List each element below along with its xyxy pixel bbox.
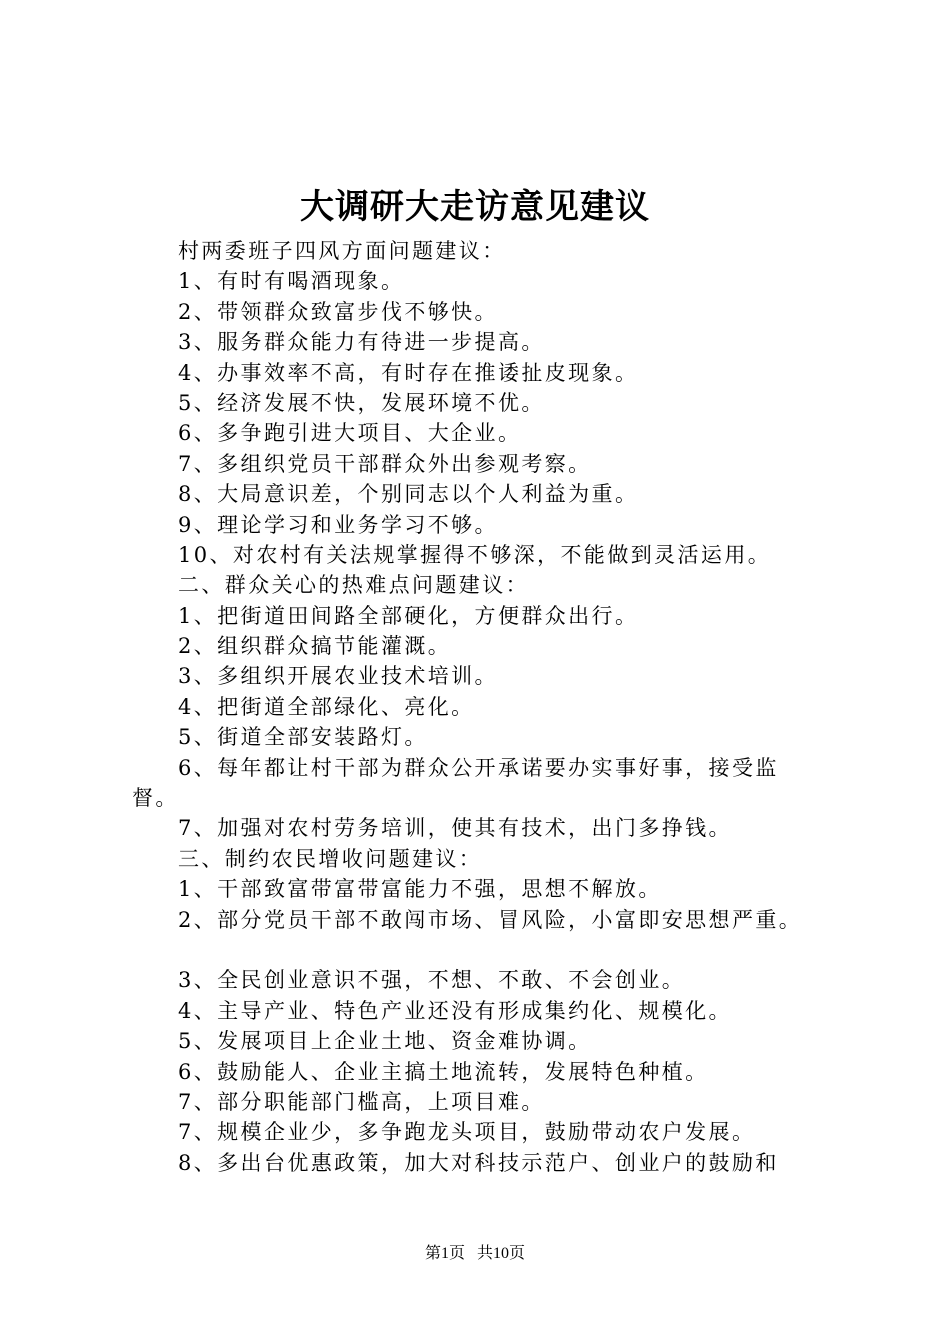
paragraph-line: 2、带领群众致富步伐不够快。 (178, 299, 498, 324)
paragraph-line: 5、经济发展不快，发展环境不优。 (178, 390, 545, 415)
paragraph-line: 7、规模企业少，多争跑龙头项目，鼓励带动农户发展。 (178, 1120, 756, 1145)
paragraph-line: 6、多争跑引进大项目、大企业。 (178, 421, 522, 446)
paragraph-line: 4、主导产业、特色产业还没有形成集约化、规模化。 (178, 998, 732, 1023)
paragraph-line: 3、多组织开展农业技术培训。 (178, 664, 498, 689)
paragraph-line: 8、大局意识差，个别同志以个人利益为重。 (178, 482, 639, 507)
paragraph-line: 7、加强对农村劳务培训，使其有技术，出门多挣钱。 (178, 816, 732, 841)
paragraph-line: 1、有时有喝酒现象。 (178, 269, 405, 294)
paragraph-line: 9、理论学习和业务学习不够。 (178, 512, 498, 537)
paragraph-line: 1、把街道田间路全部硬化，方便群众出行。 (178, 603, 639, 628)
paragraph-line: 5、发展项目上企业土地、资金难协调。 (178, 1029, 592, 1054)
page-number: 第1页 (424, 1245, 465, 1262)
paragraph-line: 1、干部致富带富带富能力不强，思想不解放。 (178, 877, 662, 902)
paragraph-line: 7、多组织党员干部群众外出参观考察。 (178, 451, 592, 476)
paragraph-line-continuation: 督。 (132, 786, 179, 811)
paragraph-line: 6、鼓励能人、企业主搞土地流转，发展特色种植。 (178, 1059, 709, 1084)
paragraph-line: 2、组织群众搞节能灌溉。 (178, 634, 452, 659)
paragraph-line: 10、对农村有关法规掌握得不够深，不能做到灵活运用。 (178, 542, 772, 567)
section-heading: 二、群众关心的热难点问题建议： (178, 573, 529, 598)
paragraph-line: 8、多出台优惠政策，加大对科技示范户、创业户的鼓励和 (178, 1150, 779, 1175)
paragraph-line: 6、每年都让村干部为群众公开承诺要办实事好事，接受监 (178, 755, 779, 780)
section-heading: 三、制约农民增收问题建议： (178, 846, 483, 871)
paragraph-line: 村两委班子四风方面问题建议： (178, 239, 506, 263)
paragraph-line: 4、把街道全部绿化、亮化。 (178, 694, 475, 719)
paragraph-line: 4、办事效率不高，有时存在推诿扯皮现象。 (178, 360, 639, 385)
paragraph-line: 3、服务群众能力有待进一步提高。 (178, 330, 545, 355)
page-footer (0, 1242, 950, 1266)
paragraph-line: 7、部分职能部门槛高，上项目难。 (178, 1089, 545, 1114)
page-total: 共10页 (477, 1245, 526, 1262)
paragraph-line: 3、全民创业意识不强，不想、不敢、不会创业。 (178, 968, 686, 993)
paragraph-line: 5、街道全部安装路灯。 (178, 725, 428, 750)
document-body (132, 236, 852, 1178)
blank-line (132, 935, 852, 965)
document-title: 大调研大走访意见建议 (300, 187, 650, 227)
paragraph-line: 2、部分党员干部不敢闯市场、冒风险，小富即安思想严重。 (178, 907, 803, 932)
